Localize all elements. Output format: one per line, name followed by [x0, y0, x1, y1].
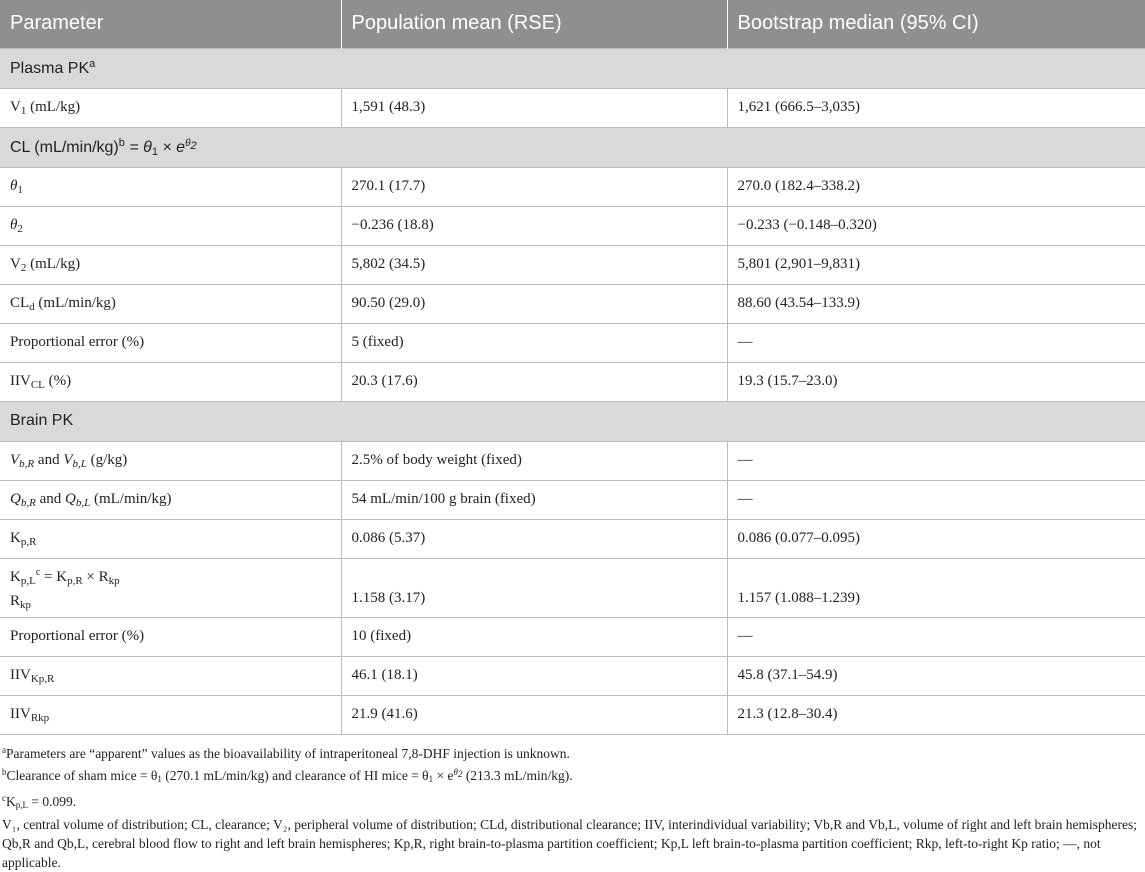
boot-cell: — — [727, 617, 1145, 656]
param-subscript: b,R — [19, 457, 35, 470]
footnote-text: = 0.099. — [28, 793, 77, 809]
exponent-subscript: 2 — [190, 139, 197, 152]
table-row — [0, 88, 1145, 127]
mean-cell: 10 (fixed) — [341, 617, 727, 656]
param-unit: (mL/kg) — [26, 98, 81, 115]
param-cell: Proportional error (%) — [0, 323, 341, 362]
param-cell: Proportional error (%) — [0, 617, 341, 656]
exponent-theta: θ — [185, 137, 191, 149]
param-symbol: Q — [65, 490, 76, 507]
param-line-kpl — [10, 563, 331, 591]
param-subscript: CL — [30, 378, 45, 391]
param-symbol: K — [10, 529, 21, 546]
param-subscript: 1 — [17, 183, 23, 196]
table-row — [0, 284, 1145, 323]
param-cell — [0, 167, 341, 206]
boot-cell: 5,801 (2,901–9,831) — [727, 245, 1145, 284]
param-unit: (mL/min/kg) — [90, 490, 172, 507]
mean-cell: 2.5% of body weight (fixed) — [341, 441, 727, 480]
param-cell — [0, 558, 341, 617]
section-label — [0, 48, 1145, 88]
param-subscript: p,R — [20, 535, 37, 548]
footnote-text: (213.3 mL/min/kg). — [462, 767, 573, 783]
mean-cell: 54 mL/min/100 g brain (fixed) — [341, 480, 727, 519]
header-population-mean: Population mean (RSE) — [341, 0, 727, 48]
boot-cell: 1.157 (1.088–1.239) — [727, 558, 1145, 617]
table-row — [0, 656, 1145, 695]
header-bootstrap-median: Bootstrap median (95% CI) — [727, 0, 1145, 48]
param-unit: (g/kg) — [86, 451, 128, 468]
param-symbol: θ — [10, 177, 18, 194]
param-symbol: V — [10, 451, 20, 468]
mean-cell: 90.50 (29.0) — [341, 284, 727, 323]
abbreviations-note: V₁, central volume of distribution; CL, clearance; V₂, peripheral volume of distribution; CLd, distributional clearance; IIV, interindividual variability; Vb,R and Vb,L, volume of right and left brain hemispheres; Qb,R and Qb,L, cerebral blood flow to right and left brain hemispheres; Kp,R, right brain-to-plasma partition coefficient; Kp,L left brain-to-plasma partition coefficient; Rkp, left-to-right Kp ratio; —, not applicable. — [2, 816, 1138, 870]
param-connector: and — [35, 490, 65, 507]
param-cell — [0, 519, 341, 558]
boot-cell: — — [727, 441, 1145, 480]
param-symbol: V — [10, 255, 21, 272]
footnote-subscript: 1 — [428, 773, 434, 784]
boot-cell: 270.0 (182.4–338.2) — [727, 167, 1145, 206]
param-subscript: Kp,R — [30, 672, 55, 685]
mean-cell: 46.1 (18.1) — [341, 656, 727, 695]
param-subscript: Rkp — [30, 711, 50, 724]
equation-part: = θ — [129, 138, 152, 156]
param-symbol: θ — [10, 216, 18, 233]
param-connector: and — [34, 451, 64, 468]
footnote-mark: b — [2, 766, 7, 777]
section-title: Plasma PK — [10, 60, 90, 77]
table-row — [0, 323, 1145, 362]
mean-cell: 5 (fixed) — [341, 323, 727, 362]
boot-cell: 0.086 (0.077–0.095) — [727, 519, 1145, 558]
header-row — [0, 0, 1145, 48]
param-subscript: 1 — [20, 104, 27, 117]
footnote-mark: c — [2, 792, 6, 803]
table-row — [0, 245, 1145, 284]
table-row — [0, 167, 1145, 206]
footnote-b — [2, 763, 1143, 789]
param-cell — [0, 88, 341, 127]
footnote-mark: c — [35, 566, 41, 578]
footnote-mark: a — [2, 744, 6, 755]
mean-cell: 270.1 (17.7) — [341, 167, 727, 206]
param-subscript: kp — [20, 598, 32, 611]
param-symbol: R — [10, 592, 21, 609]
table-row — [0, 519, 1145, 558]
boot-cell: 1,621 (666.5–3,035) — [727, 88, 1145, 127]
mean-cell: 5,802 (34.5) — [341, 245, 727, 284]
table-row — [0, 617, 1145, 656]
footnote-a — [2, 741, 1143, 763]
footnote-subscript: p,L — [15, 799, 28, 810]
boot-cell: 88.60 (43.54–133.9) — [727, 284, 1145, 323]
param-subscript: b,R — [20, 496, 36, 509]
param-cell — [0, 245, 341, 284]
param-unit: (mL/min/kg) — [34, 294, 116, 311]
mean-cell: 1.158 (3.17) — [341, 558, 727, 617]
mean-cell: 1,591 (48.3) — [341, 88, 727, 127]
mean-cell: 20.3 (17.6) — [341, 362, 727, 401]
footnote-mark: b — [118, 136, 125, 149]
param-symbol: Q — [10, 490, 21, 507]
param-symbol: IIV — [10, 372, 31, 389]
param-cell — [0, 441, 341, 480]
param-line-rkp — [10, 591, 331, 615]
boot-cell: — — [727, 323, 1145, 362]
param-cell — [0, 656, 341, 695]
param-cell — [0, 480, 341, 519]
boot-cell: — — [727, 480, 1145, 519]
mean-cell: −0.236 (18.8) — [341, 206, 727, 245]
table-row — [0, 206, 1145, 245]
footnote-text: Parameters are “apparent” values as the bioavailability of intraperitoneal 7,8-DHF injection is unknown. — [6, 745, 570, 761]
boot-cell: −0.233 (−0.148–0.320) — [727, 206, 1145, 245]
param-subscript: p,R — [67, 574, 83, 587]
param-cell — [0, 284, 341, 323]
param-cell — [0, 206, 341, 245]
param-symbol: CL — [10, 294, 30, 311]
param-subscript: b,L — [75, 496, 91, 509]
param-unit: (mL/kg) — [26, 255, 81, 272]
param-symbol: V — [63, 451, 73, 468]
param-equation: × R — [82, 568, 109, 585]
param-symbol: IIV — [10, 705, 31, 722]
param-symbol: V — [10, 98, 21, 115]
param-symbol: K — [10, 568, 21, 585]
param-cell — [0, 362, 341, 401]
section-title: CL (mL/min/kg) — [10, 138, 119, 156]
section-label — [0, 127, 1145, 167]
param-subscript: p,L — [20, 574, 36, 587]
param-subscript: kp — [108, 574, 120, 587]
boot-cell: 21.3 (12.8–30.4) — [727, 695, 1145, 734]
equation-subscript: 1 — [151, 145, 158, 158]
section-clearance — [0, 127, 1145, 167]
exponent-theta: θ — [453, 766, 458, 777]
boot-cell: 45.8 (37.1–54.9) — [727, 656, 1145, 695]
param-subscript: 2 — [20, 261, 27, 274]
param-subscript: b,L — [72, 457, 87, 470]
param-equation: = K — [40, 568, 68, 585]
boot-cell: 19.3 (15.7–23.0) — [727, 362, 1145, 401]
table-row — [0, 441, 1145, 480]
param-cell — [0, 695, 341, 734]
section-plasma-pk — [0, 48, 1145, 88]
equation-part: × e — [162, 138, 186, 156]
table-row — [0, 362, 1145, 401]
table-row — [0, 480, 1145, 519]
footnote-c — [2, 789, 1143, 815]
mean-cell: 0.086 (5.37) — [341, 519, 727, 558]
mean-cell: 21.9 (41.6) — [341, 695, 727, 734]
footnote-text: K — [6, 793, 16, 809]
param-symbol: IIV — [10, 666, 31, 683]
footnote-text: Clearance of sham mice = θ — [6, 767, 158, 783]
section-label: Brain PK — [0, 401, 1145, 441]
exponent-subscript: 2 — [457, 768, 463, 779]
equation-exponent — [185, 137, 197, 152]
param-subscript: 2 — [17, 222, 23, 235]
footnote-subscript: 1 — [157, 773, 162, 784]
footnote-text: (270.1 mL/min/kg) and clearance of HI mice = θ — [161, 767, 429, 783]
section-brain-pk — [0, 401, 1145, 441]
table-row — [0, 695, 1145, 734]
footnote-mark: a — [89, 58, 96, 70]
footnote-text: × e — [433, 767, 454, 783]
table-footnotes — [0, 735, 1145, 872]
table-row — [0, 558, 1145, 617]
header-parameter: Parameter — [0, 0, 341, 48]
param-subscript: d — [29, 300, 35, 313]
param-unit: (%) — [44, 372, 72, 389]
